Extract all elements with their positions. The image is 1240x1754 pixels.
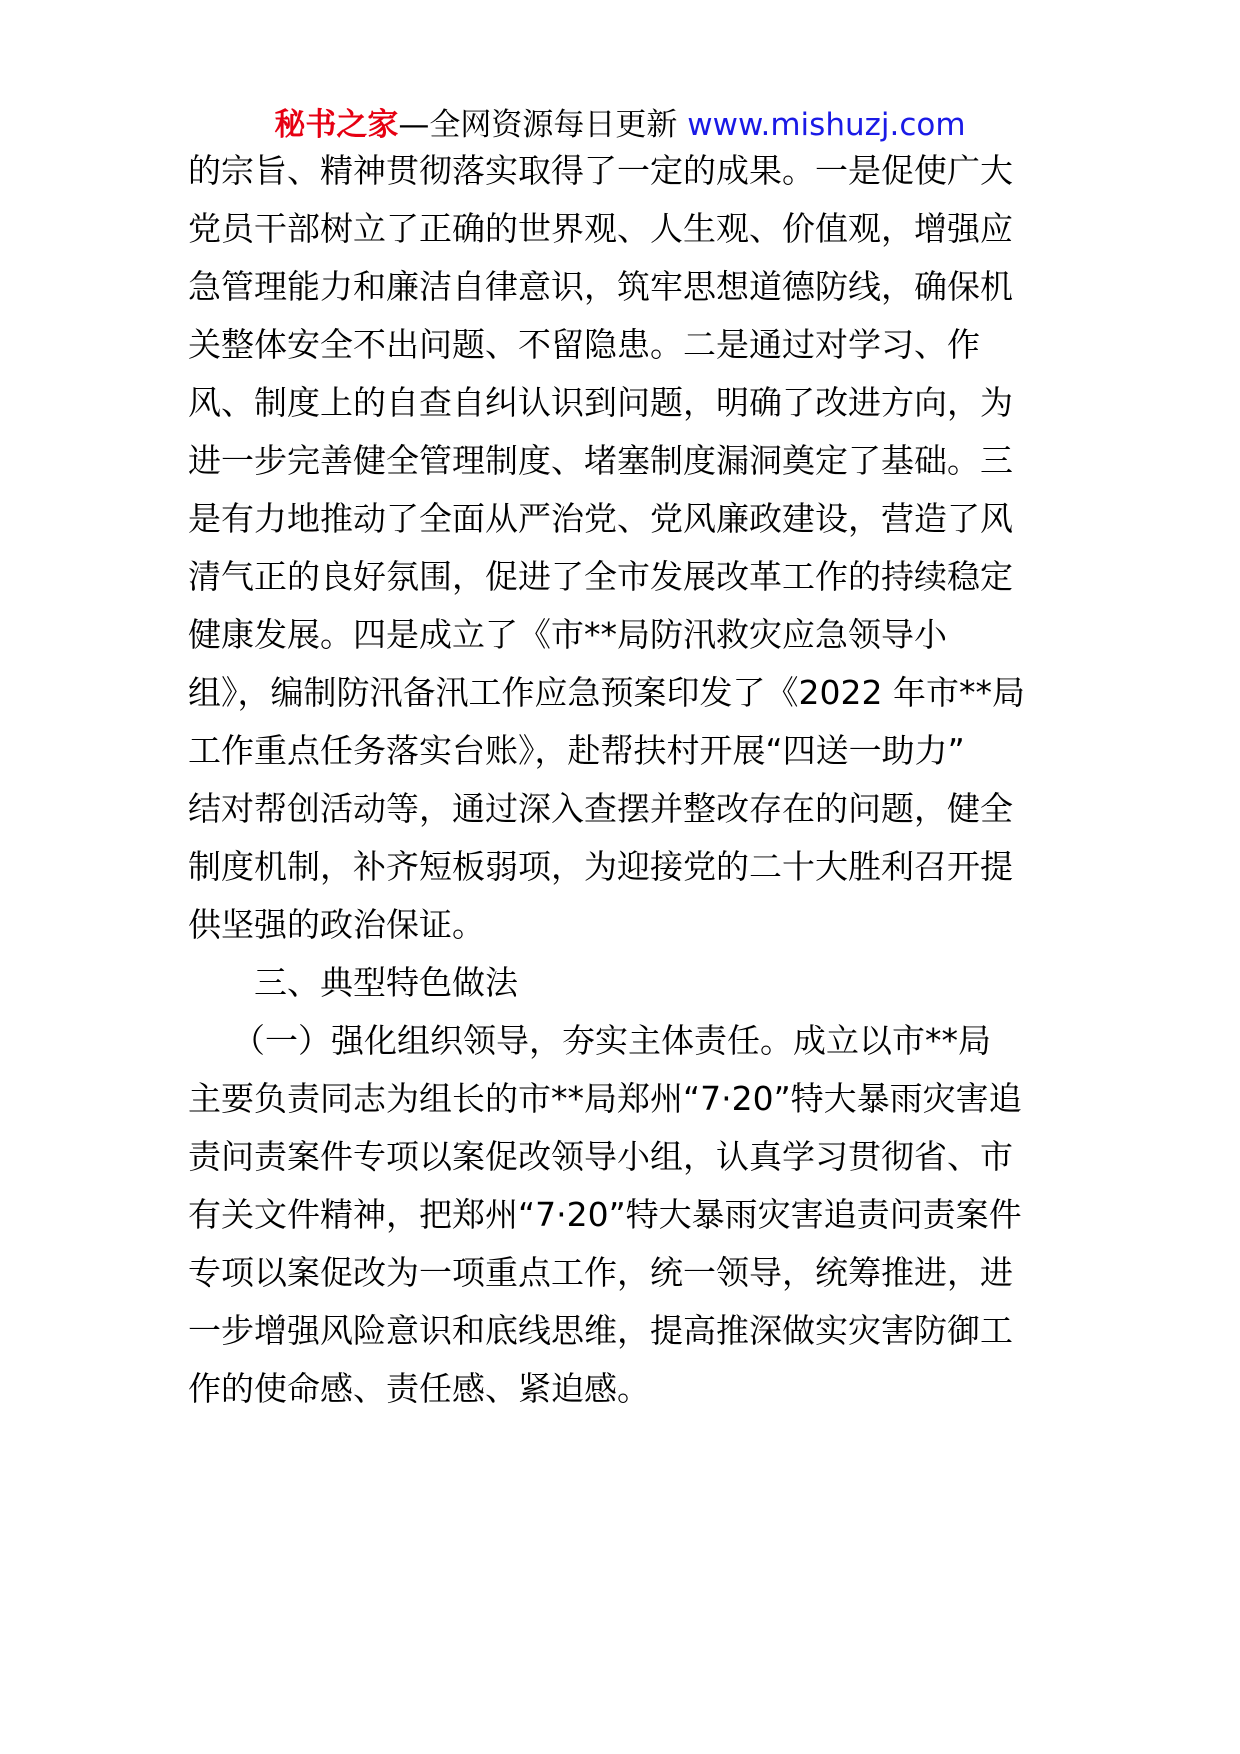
paragraph-line: 的宗旨、精神贯彻落实取得了一定的成果。一是促使广大 [188, 151, 1013, 190]
paragraph-line: 风、制度上的自查自纠认识到问题，明确了改进方向，为 [188, 383, 1013, 422]
site-tagline: —全网资源每日更新 [398, 107, 678, 143]
paragraph-line: 有关文件精神，把郑州“7·20”特大暴雨灾害追责问责案件 [188, 1195, 1022, 1234]
site-brand: 秘书之家 [274, 107, 399, 143]
paragraph-line: 主要负责同志为组长的市**局郑州“7·20”特大暴雨灾害追 [188, 1079, 1022, 1118]
paragraph-line: （一）强化组织领导，夯实主体责任。成立以市**局 [232, 1021, 991, 1060]
site-header [0, 104, 1240, 146]
paragraph-line: 结对帮创活动等，通过深入查摆并整改存在的问题，健全 [188, 789, 1013, 828]
paragraph-line: 一步增强风险意识和底线思维，提高推深做实灾害防御工 [188, 1311, 1013, 1350]
paragraph-line: 健康发展。四是成立了《市**局防汛救灾应急领导小 [188, 615, 947, 654]
paragraph-line: 党员干部树立了正确的世界观、人生观、价值观，增强应 [188, 209, 1013, 248]
paragraph-line: 急管理能力和廉洁自律意识，筑牢思想道德防线，确保机 [188, 267, 1013, 306]
site-url-link[interactable]: www.mishuzj.com [687, 107, 966, 143]
section-heading: 三、典型特色做法 [254, 963, 518, 1002]
paragraph-line: 进一步完善健全管理制度、堵塞制度漏洞奠定了基础。三 [188, 441, 1013, 480]
paragraph-line: 组》，编制防汛备汛工作应急预案印发了《2022 年市**局 [188, 673, 1025, 712]
paragraph-line: 清气正的良好氛围，促进了全市发展改革工作的持续稳定 [188, 557, 1013, 596]
paragraph-line: 作的使命感、责任感、紧迫感。 [188, 1369, 650, 1408]
paragraph-line: 责问责案件专项以案促改领导小组，认真学习贯彻省、市 [188, 1137, 1013, 1176]
paragraph-line: 工作重点任务落实台账》，赴帮扶村开展“四送一助力” [188, 731, 965, 770]
paragraph-line: 是有力地推动了全面从严治党、党风廉政建设，营造了风 [188, 499, 1013, 538]
paragraph-line: 供坚强的政治保证。 [188, 905, 485, 944]
paragraph-line: 关整体安全不出问题、不留隐患。二是通过对学习、作 [188, 325, 980, 364]
paragraph-line: 专项以案促改为一项重点工作，统一领导，统筹推进，进 [188, 1253, 1013, 1292]
paragraph-line: 制度机制，补齐短板弱项，为迎接党的二十大胜利召开提 [188, 847, 1013, 886]
